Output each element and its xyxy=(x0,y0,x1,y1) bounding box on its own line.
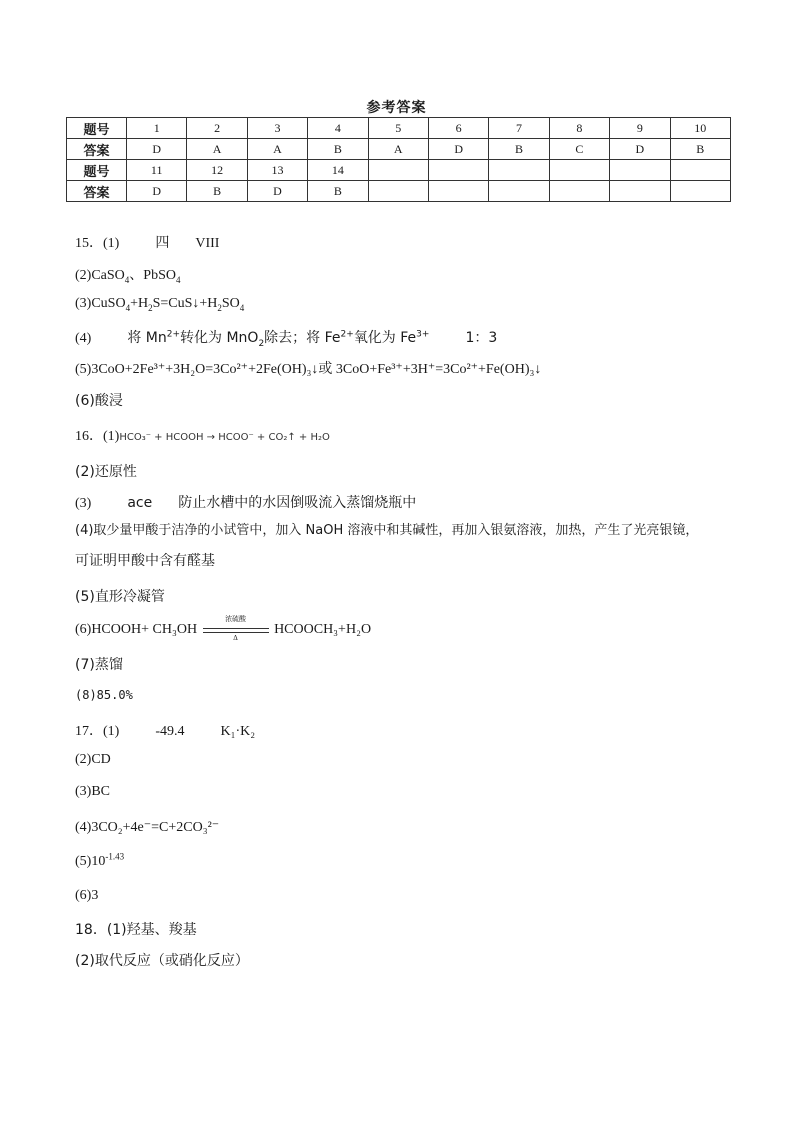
q15-part6: (6)酸浸 xyxy=(75,393,123,409)
row-label: 答案 xyxy=(67,181,127,202)
table-cell: D xyxy=(610,139,670,160)
table-cell xyxy=(428,181,488,202)
q17-part5: $(5)10^{-1.43}$ xyxy=(75,851,125,869)
table-cell: 13 xyxy=(247,160,307,181)
table-cell: 12 xyxy=(187,160,247,181)
q18-part1: 18．(1)羟基、羧基 xyxy=(75,922,197,938)
q16-part8: (8)85.0% xyxy=(75,688,133,702)
table-cell: B xyxy=(489,139,549,160)
table-cell: 4 xyxy=(308,118,368,139)
table-cell: A xyxy=(187,139,247,160)
table-cell: B xyxy=(308,181,368,202)
table-cell: 7 xyxy=(489,118,549,139)
q15-part4: (4) 将 $Mn^{2+}$转化为 MnO$_2$除去；将 $Fe^{2+}$氧化为 $Fe^{3+}$ 1：3 xyxy=(75,329,498,349)
table-cell xyxy=(489,160,549,181)
q16-part3: (3) ace 防止水槽中的水因倒吸流入蒸馏烧瓶中 xyxy=(75,495,417,511)
q15-part5: (5)3CoO+2Fe³⁺+3H₂O=3Co²⁺+2Fe(OH)₃↓或 3CoO+Fe³⁺+3H⁺=3Co²⁺+Fe(OH)₃↓ xyxy=(75,362,542,377)
q17-part1: 17．(1) -49.4 K₁·K₂ xyxy=(75,724,256,739)
table-cell: 6 xyxy=(428,118,488,139)
q16-part2: (2)还原性 xyxy=(75,464,137,480)
table-cell: 14 xyxy=(308,160,368,181)
page-title: 参考答案 xyxy=(366,100,427,116)
q17-part6: (6)3 xyxy=(75,888,99,903)
q15-part1: 15．(1) 四 VIII xyxy=(75,235,220,251)
table-cell: 1 xyxy=(127,118,187,139)
table-cell: 10 xyxy=(670,118,730,139)
table-row xyxy=(67,139,731,160)
q16-part5: (5)直形冷凝管 xyxy=(75,589,165,605)
q17-part4: (4)3CO₂+4e⁻=C+2CO₃²⁻ xyxy=(75,820,220,835)
table-cell xyxy=(549,181,609,202)
reversible-arrow-icon: 浓硫酸 Δ xyxy=(201,623,271,637)
table-cell xyxy=(670,181,730,202)
answer-table xyxy=(66,117,731,202)
table-cell xyxy=(489,181,549,202)
table-cell xyxy=(670,160,730,181)
table-cell: D xyxy=(428,139,488,160)
q17-part2: (2)CD xyxy=(75,752,111,767)
q16-part6: (6)HCOOH+ CH₃OH 浓硫酸 Δ HCOOCH₃+H₂O xyxy=(75,614,372,642)
table-cell: 2 xyxy=(187,118,247,139)
q17-part3: (3)BC xyxy=(75,784,110,799)
q15-part3: $(3)CuSO_4+H_2S=CuS↓+H_2SO_4$ xyxy=(75,296,245,313)
table-cell: A xyxy=(368,139,428,160)
table-cell xyxy=(368,160,428,181)
q15-part2: (2)CaSO$_4$、PbSO$_4$ xyxy=(75,268,181,285)
table-row xyxy=(67,160,731,181)
table-cell xyxy=(368,181,428,202)
q16-equation: HCO₃⁻ + HCOOH → HCOO⁻ + CO₂↑ + H₂O xyxy=(119,432,330,443)
table-cell: C xyxy=(549,139,609,160)
q16-part7: (7)蒸馏 xyxy=(75,657,123,673)
table-cell: 9 xyxy=(610,118,670,139)
table-cell xyxy=(610,181,670,202)
table-cell: B xyxy=(308,139,368,160)
row-label: 题号 xyxy=(67,160,127,181)
table-cell: 5 xyxy=(368,118,428,139)
q16-part1: 16．(1)HCO₃⁻ + HCOOH → HCOO⁻ + CO₂↑ + H₂O xyxy=(75,429,330,444)
table-cell: 8 xyxy=(549,118,609,139)
table-cell: B xyxy=(187,181,247,202)
table-row xyxy=(67,118,731,139)
table-row xyxy=(67,181,731,202)
table-cell xyxy=(428,160,488,181)
row-label: 题号 xyxy=(67,118,127,139)
q18-part2: (2)取代反应（或硝化反应） xyxy=(75,953,249,969)
row-label: 答案 xyxy=(67,139,127,160)
table-cell: 3 xyxy=(247,118,307,139)
table-cell: A xyxy=(247,139,307,160)
table-cell: D xyxy=(247,181,307,202)
q16-part4: (4)取少量甲酸于洁净的小试管中，加入 NaOH 溶液中和其碱性，再加入银氨溶液，加热，产生了光亮银镜， 可证明甲酸中含有醛基 xyxy=(75,523,699,569)
table-cell: B xyxy=(670,139,730,160)
table-cell: D xyxy=(127,139,187,160)
table-cell: D xyxy=(127,181,187,202)
table-cell xyxy=(610,160,670,181)
table-cell xyxy=(549,160,609,181)
table-cell: 11 xyxy=(127,160,187,181)
